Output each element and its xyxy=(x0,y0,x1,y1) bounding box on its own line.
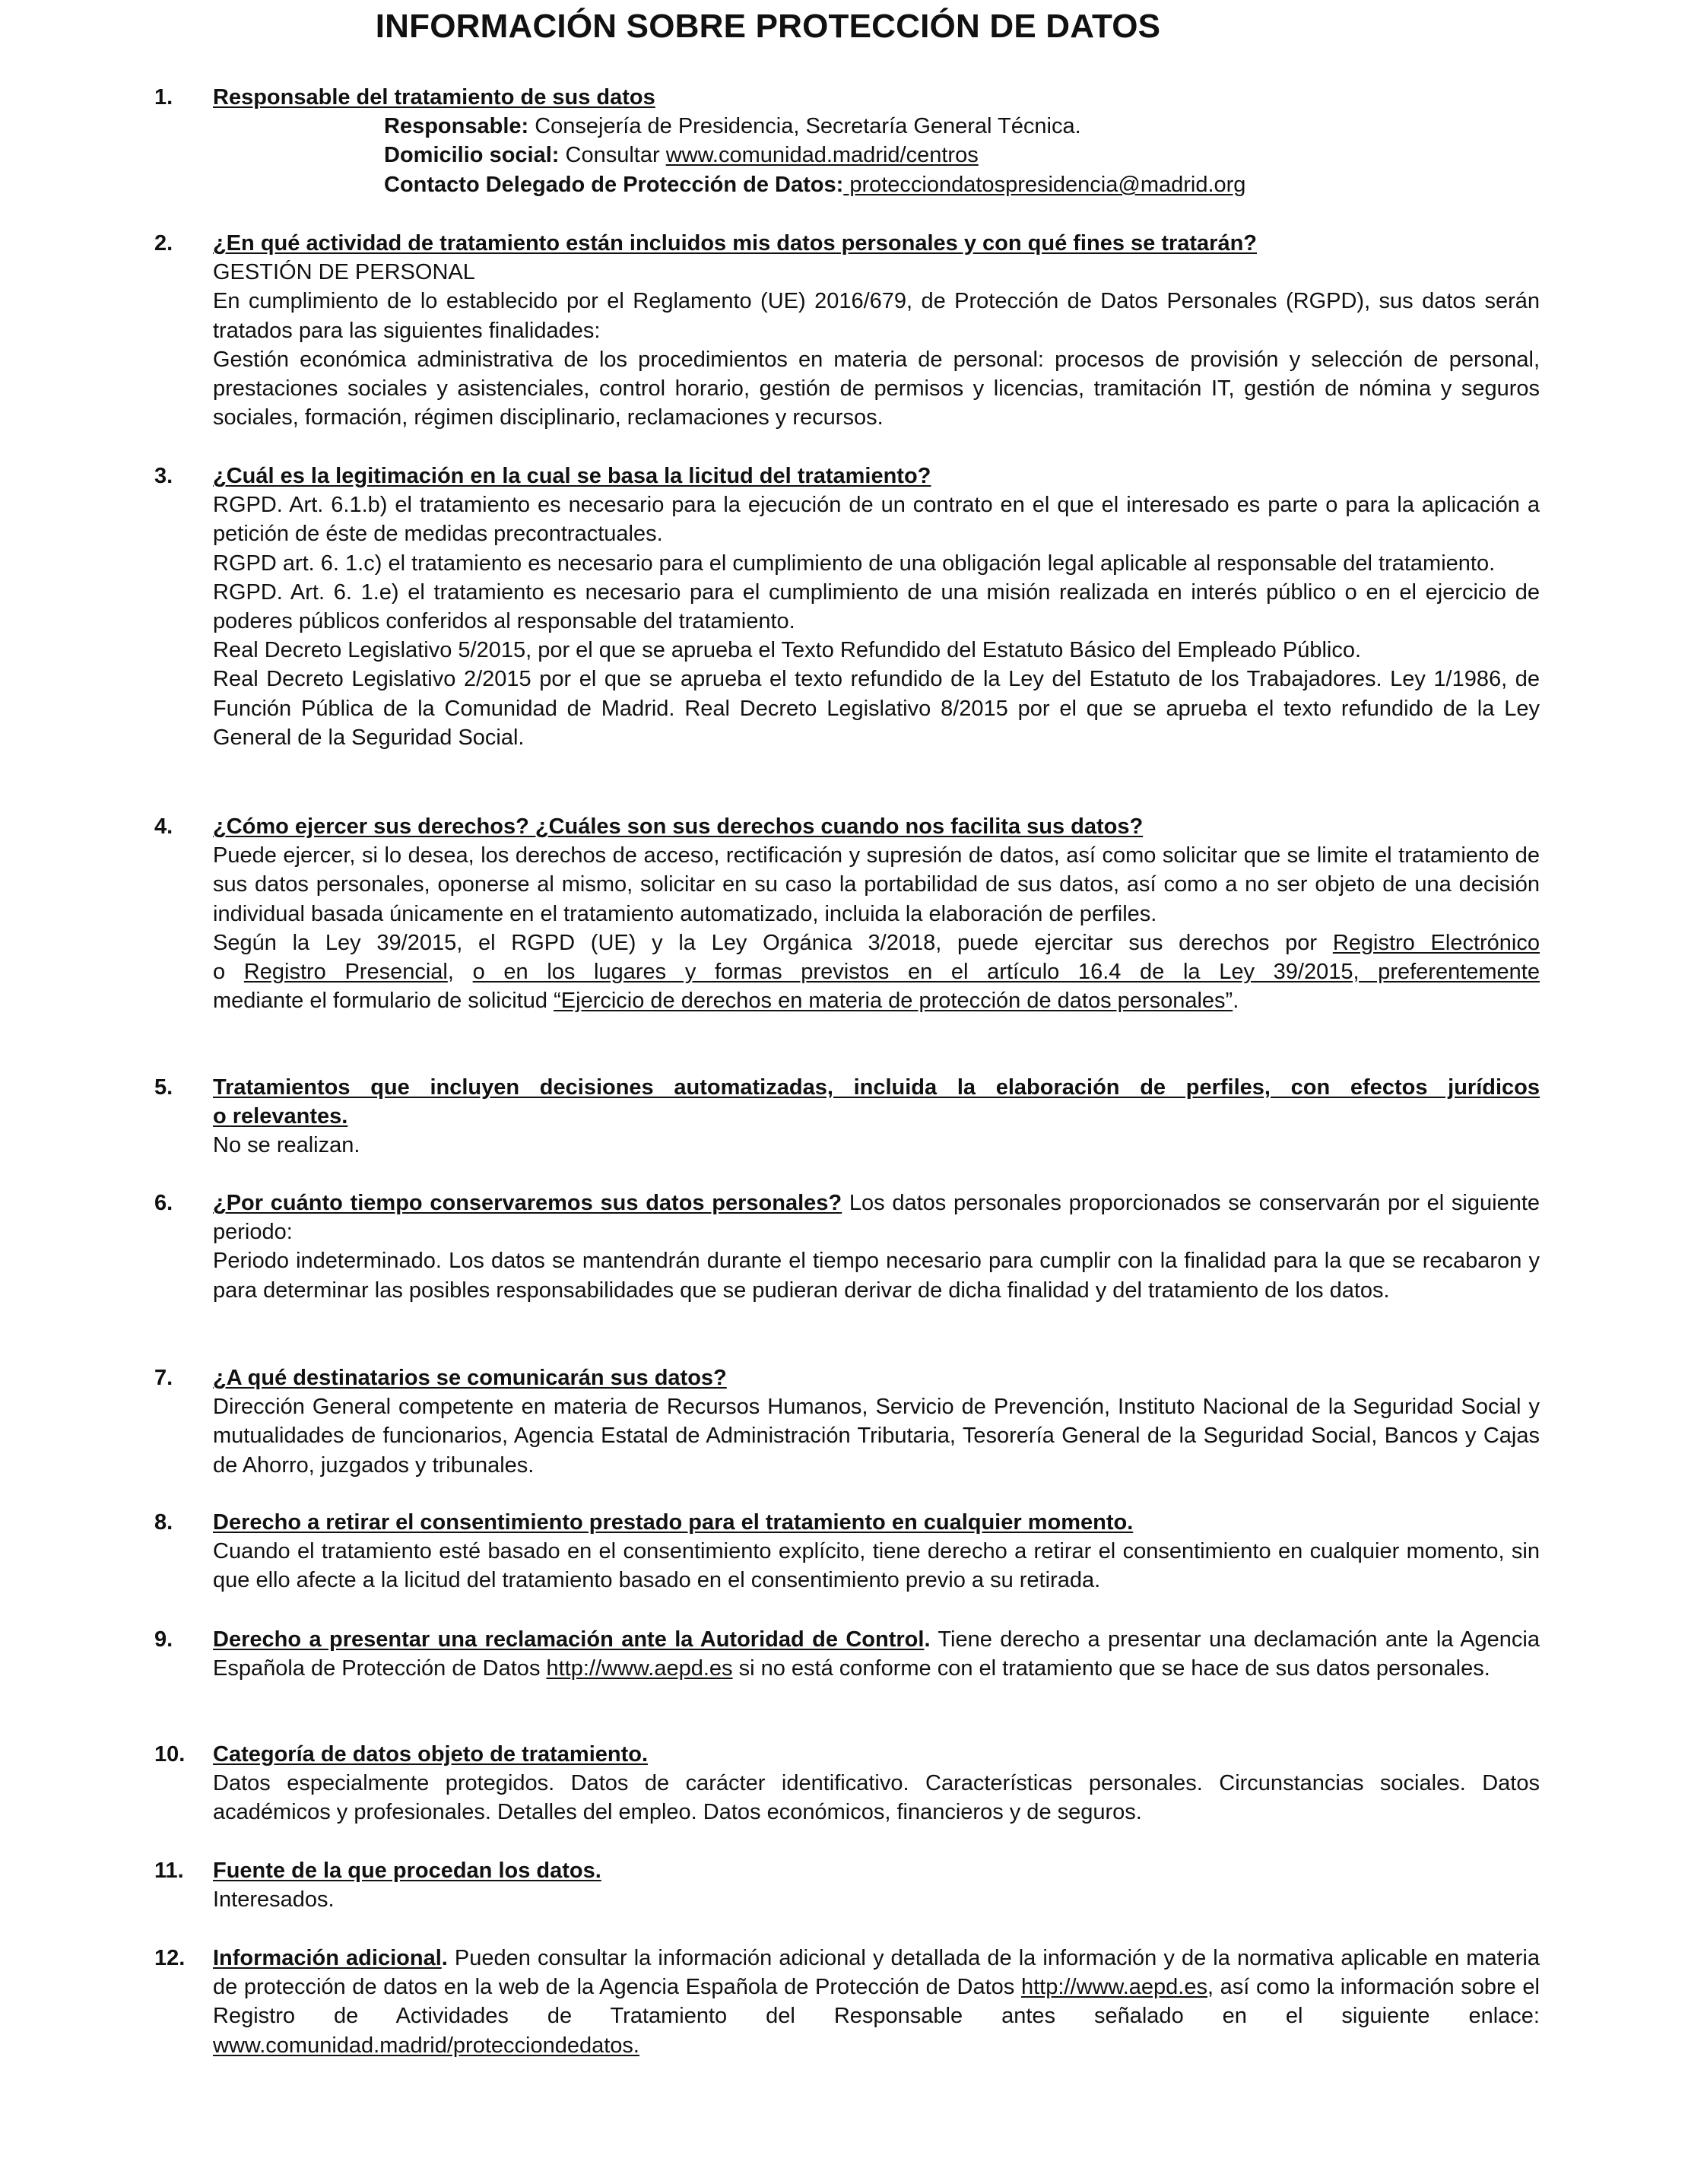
section-5 xyxy=(156,1073,1540,1160)
formulario-link[interactable]: “Ejercicio de derechos en materia de protección de datos personales” xyxy=(554,989,1233,1014)
section-number: 9. xyxy=(154,1627,173,1652)
section-number: 7. xyxy=(154,1366,173,1390)
legal-basis-item: RGPD. Art. 6. 1.e) el tratamiento es necesario para el cumplimiento de una misión realizada en interés público o en el ejercicio de poderes públicos conferidos al responsable del tratamiento. xyxy=(213,579,1540,634)
section-heading: ¿Cómo ejercer sus derechos? ¿Cuáles son sus derechos cuando nos facilita sus datos? xyxy=(213,814,1144,839)
justified-line: Según la Ley 39/2015, el RGPD (UE) y la Ley Orgánica 3/2018, puede ejercitar sus derechos por Registro Electrónico xyxy=(213,930,1540,955)
paragraph: En cumplimiento de lo establecido por el Reglamento (UE) 2016/679, de Protección de Datos Personales (RGPD), sus datos serán tratados para las siguientes finalidades: xyxy=(213,289,1540,343)
section-6 xyxy=(156,1189,1540,1305)
section-heading: Tratamientos que incluyen decisiones automatizadas, incluida la elaboración de perfiles, con efectos jurídicos o relevantes. xyxy=(213,1075,1540,1129)
section-12 xyxy=(156,1944,1540,2060)
section-heading: Categoría de datos objeto de tratamiento. xyxy=(213,1742,649,1767)
lugares-link[interactable]: o en los lugares y formas previstos en el artículo 16.4 de la Ley 39/2015, preferentemente xyxy=(472,960,1540,985)
section-7 xyxy=(156,1363,1540,1480)
section-9 xyxy=(156,1625,1540,1683)
paragraph: Información adicional. Pueden consultar la información adicional y detallada de la información y de la normativa aplicable en materia de protección de datos en la web de la Agencia Española de Protección de Datos http://www.aepd.es, así como la información sobre el Registro de Actividades de Tratamiento del Responsable antes señalado en el siguiente enlace: www.comunidad.madrid/protecciondedatos. xyxy=(213,1946,1540,2058)
section-heading: Fuente de la que procedan los datos. xyxy=(213,1859,601,1883)
legal-basis-item: RGPD art. 6. 1.c) el tratamiento es necesario para el cumplimiento de una obligación legal aplicable al responsable del tratamiento. xyxy=(213,551,1496,576)
paragraph: Gestión económica administrativa de los procedimientos en materia de personal: procesos de provisión y selección de personal, prestaciones sociales y asistenciales, control horario, gestión de permisos y licencias, tramitación IT, gestión de nómina y seguros sociales, formación, régimen disciplinario, reclamaciones y recursos. xyxy=(213,347,1540,430)
paragraph: No se realizan. xyxy=(213,1133,360,1158)
dpo-email-link[interactable]: protecciondatospresidencia@madrid.org xyxy=(843,172,1246,197)
section-heading: Derecho a presentar una reclamación ante la Autoridad de Control xyxy=(213,1627,925,1652)
section-heading: Derecho a retirar el consentimiento prestado para el tratamiento en cualquier momento. xyxy=(213,1510,1134,1535)
section-3 xyxy=(156,462,1540,752)
section-number: 4. xyxy=(154,814,173,839)
controller-value: Consejería de Presidencia, Secretaría General Técnica. xyxy=(528,114,1081,139)
registro-presencial-link[interactable]: Registro Presencial xyxy=(243,960,448,985)
address-value: Consultar xyxy=(559,143,666,168)
legal-basis-item: RGPD. Art. 6.1.b) el tratamiento es necesario para la ejecución de un contrato en el que el interesado es parte o para la aplicación a petición de éste de medidas precontractuales. xyxy=(213,493,1540,547)
section-8 xyxy=(156,1508,1540,1595)
justified-line: o Registro Presencial, o en los lugares y formas previstos en el artículo 16.4 de la Ley 39/2015, preferentemente xyxy=(213,960,1540,985)
section-heading: ¿Por cuánto tiempo conservaremos sus datos personales? xyxy=(213,1191,842,1215)
section-heading: ¿Cuál es la legitimación en la cual se basa la licitud del tratamiento? xyxy=(213,464,931,488)
section-number: 12. xyxy=(154,1946,186,1970)
paragraph: Dirección General competente en materia de Recursos Humanos, Servicio de Prevención, Instituto Nacional de la Seguridad Social y mutualidades de funcionarios, Agencia Estatal de Administración Tributaria, Tesorería General de la Seguridad Social, Bancos y Cajas de Ahorro, juzgados y tribunales. xyxy=(213,1395,1540,1478)
section-number: 5. xyxy=(154,1075,173,1100)
section-heading: Responsable del tratamiento de sus datos xyxy=(213,85,655,110)
section-heading: ¿En qué actividad de tratamiento están incluidos mis datos personales y con qué fines se tratarán? xyxy=(213,231,1258,256)
paragraph-line: mediante el formulario de solicitud “Ejercicio de derechos en materia de protección de datos personales”. xyxy=(213,989,1239,1014)
section-heading: ¿A qué destinatarios se comunicarán sus datos? xyxy=(213,1366,727,1390)
section-number: 10. xyxy=(154,1742,186,1767)
registro-electronico-link[interactable]: Registro Electrónico xyxy=(1332,930,1540,955)
paragraph: Cuando el tratamiento esté basado en el consentimiento explícito, tiene derecho a retirar el consentimiento en cualquier momento, sin que ello afecte a la licitud del tratamiento basado en el consentimiento previo a su retirada. xyxy=(213,1539,1540,1593)
section-heading: Información adicional xyxy=(213,1946,442,1970)
controller-label: Responsable: xyxy=(384,114,529,139)
section-10 xyxy=(156,1740,1540,1827)
paragraph xyxy=(213,929,1540,1016)
section-number: 2. xyxy=(154,231,173,256)
paragraph: Derecho a presentar una reclamación ante la Autoridad de Control. Tiene derecho a presentar una declamación ante la Agencia Española de Protección de Datos http://www.aepd.es si no está conforme con el tratamiento que se hace de sus datos personales. xyxy=(213,1627,1540,1681)
paragraph: Puede ejercer, si lo desea, los derechos de acceso, rectificación y supresión de datos, así como solicitar que se limite el tratamiento de sus datos personales, oponerse al mismo, solicitar en su caso la portabilidad de sus datos, así como a no ser objeto de una decisión individual basada únicamente en el tratamiento automatizado, incluida la elaboración de perfiles. xyxy=(213,843,1540,926)
section-number: 3. xyxy=(154,464,173,488)
section-number: 11. xyxy=(154,1859,184,1883)
paragraph: Interesados. xyxy=(213,1887,335,1913)
section-1 xyxy=(156,83,1540,199)
section-number: 1. xyxy=(154,85,173,110)
controller-line xyxy=(384,112,1540,141)
address-line xyxy=(384,141,1540,170)
page-title: INFORMACIÓN SOBRE PROTECCIÓN DE DATOS xyxy=(375,8,1161,45)
address-label: Domicilio social: xyxy=(384,143,560,168)
paragraph: Periodo indeterminado. Los datos se mantendrán durante el tiempo necesario para cumplir con la finalidad para la que se recabaron y para determinar las posibles responsabilidades que se pudieran derivar de dicha finalidad y del tratamiento de los datos. xyxy=(213,1249,1540,1303)
aepd-link[interactable]: http://www.aepd.es xyxy=(1020,1975,1207,2000)
section-2 xyxy=(156,229,1540,432)
paragraph: Datos especialmente protegidos. Datos de carácter identificativo. Características personales. Circunstancias sociales. Datos académicos y profesionales. Detalles del empleo. Datos económicos, financieros y de seguros. xyxy=(213,1771,1540,1825)
section-number: 8. xyxy=(154,1510,173,1535)
activity-name: GESTIÓN DE PERSONAL xyxy=(213,260,475,285)
dpo-line xyxy=(384,170,1540,199)
section-number: 6. xyxy=(154,1191,173,1215)
legal-basis-item: Real Decreto Legislativo 5/2015, por el que se aprueba el Texto Refundido del Estatuto Básico del Empleado Público. xyxy=(213,638,1362,663)
proteccion-datos-link[interactable]: www.comunidad.madrid/protecciondedatos. xyxy=(213,2033,639,2058)
section-4 xyxy=(156,812,1540,1015)
dpo-label: Contacto Delegado de Protección de Datos: xyxy=(384,172,844,197)
centros-link[interactable]: www.comunidad.madrid/centros xyxy=(665,143,979,168)
section-11 xyxy=(156,1856,1540,1914)
legal-basis-item: Real Decreto Legislativo 2/2015 por el que se aprueba el texto refundido de la Ley del Estatuto de los Trabajadores. Ley 1/1986, de Función Pública de la Comunidad de Madrid. Real Decreto Legislativo 8/2015 por el que se aprueba el texto refundido de la Ley General de la Seguridad Social. xyxy=(213,667,1540,750)
aepd-link[interactable]: http://www.aepd.es xyxy=(546,1656,733,1681)
paragraph: ¿Por cuánto tiempo conservaremos sus datos personales? Los datos personales proporcionados se conservarán por el siguiente periodo: xyxy=(213,1191,1540,1245)
